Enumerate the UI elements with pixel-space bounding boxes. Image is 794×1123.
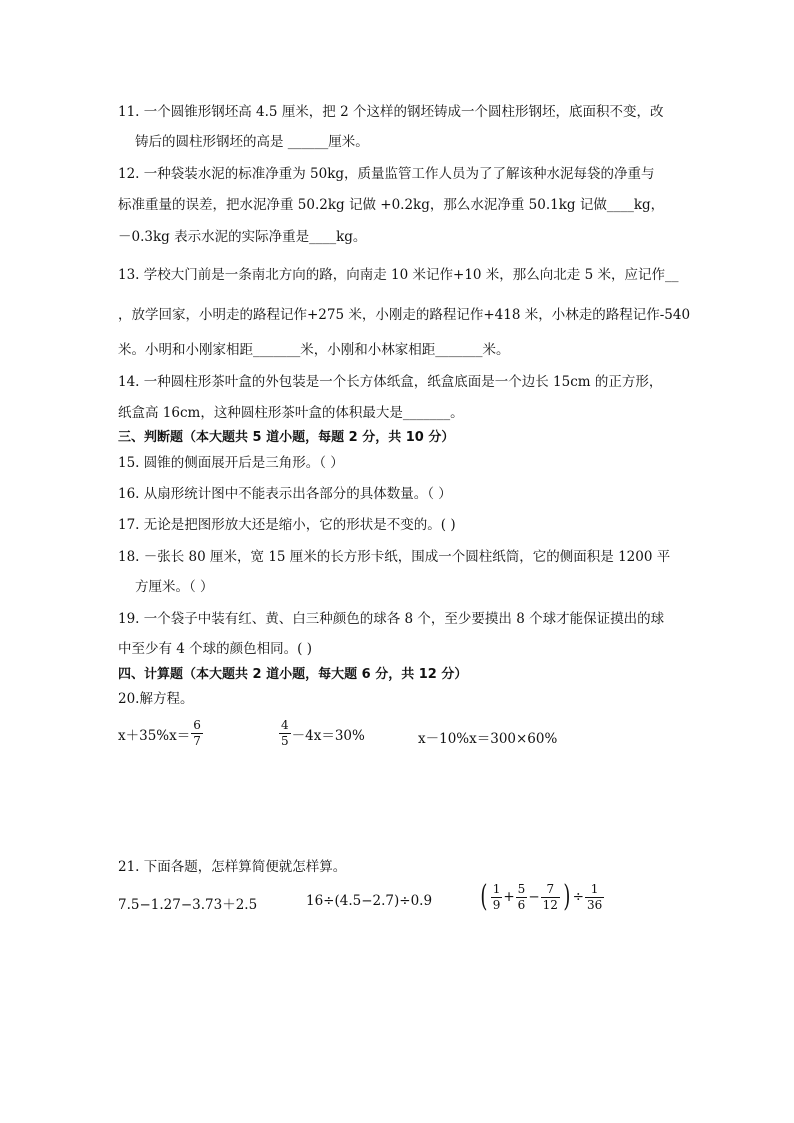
left-paren: ( [480,879,488,914]
q12-line1: 12. 一种袋装水泥的标准净重为 50kg，质量监管工作人员为了了解该种水泥每袋的净重与 [118,166,655,182]
q20-equation-3: x－10%x＝300×60% [418,731,558,747]
q18-line2: 方厘米。（ ） [135,579,214,595]
frac-7-12: $\frac{7}{12}$ [542,881,558,912]
q11-line2: 铸后的圆柱形钢坯的高是 ______厘米。 [135,134,369,150]
right-paren: ) [563,879,571,914]
q18-line1: 18. －张长 80 厘米，宽 15 厘米的长方形卡纸，围成一个圆柱纸筒，它的侧面积是 1200 平 [118,549,671,565]
q21-expression-3 [478,880,605,914]
q21-expression-2: 16÷(4.5−2.7)÷0.9 [306,893,433,909]
q17-text: 17. 无论是把图形放大还是缩小，它的形状是不变的。( ) [118,517,456,533]
q12-line3: －0.3kg 表示水泥的实际净重是____kg。 [118,229,367,245]
q16-text: 16. 从扇形统计图中不能表示出各部分的具体数量。（ ） [118,486,452,502]
eq2-right: －4x＝30% [291,727,365,744]
q13-line2: ，放学回家，小明走的路程记作+275 米，小刚走的路程记作+418 米，小林走的路程记作-540 [118,307,691,323]
q12-line2: 标准重量的误差，把水泥净重 50.2kg 记做 +0.2kg，那么水泥净重 50.1kg 记做____kg， [118,197,665,213]
q19-line1: 19. 一个袋子中装有红、黄、白三种颜色的球各 8 个，至少要摸出 8 个球才能保证摸出的球 [118,611,665,627]
frac-5-6: $\frac{5}{6}$ [517,881,526,912]
q11-line1: 11. 一个圆锥形钢坯高 4.5 厘米，把 2 个这样的钢坯铸成一个圆柱形钢坯，底面积不变，改 [118,104,664,120]
frac-1-36: $\frac{1}{36}$ [586,881,603,912]
plus-sign: + [503,889,515,905]
eq2-fraction: $\frac{4}{5}$ [281,718,289,748]
q15-text: 15. 圆锥的侧面展开后是三角形。（ ） [118,455,344,471]
q21-expression-1: 7.5−1.27−3.73＋2.5 [118,897,258,913]
q13-line3: 米。小明和小刚家相距_______米，小刚和小林家相距_______米。 [118,342,510,358]
frac-1-9: $\frac{1}{9}$ [492,881,501,912]
q14-line1: 14. 一种圆柱形茶叶盒的外包装是一个长方体纸盒，纸盒底面是一个边长 15cm 的正方形， [118,374,663,390]
section-4-heading: 四、计算题（本大题共 2 道小题，每大题 6 分，共 12 分） [118,667,468,682]
q20-title: 20.解方程。 [118,691,194,707]
eq1-fraction: $\frac{6}{7}$ [193,718,201,748]
q14-line2: 纸盒高 16cm，这种圆柱形茶叶盒的体积最大是_______。 [118,405,464,421]
divide-sign: ÷ [572,889,584,905]
q20-equation-2 [278,718,365,749]
q19-line2: 中至少有 4 个球的颜色相同。( ) [118,641,312,657]
eq1-left: x＋35%x＝ [118,727,191,744]
q13-line1: 13. 学校大门前是一条南北方向的路，向南走 10 米记作+10 米，那么向北走 5 米，应记作__ [118,267,679,283]
q20-equation-1 [118,718,204,749]
minus-sign: − [528,889,540,905]
q21-title: 21. 下面各题，怎样算简便就怎样算。 [118,859,347,875]
section-3-heading: 三、判断题（本大题共 5 道小题，每题 2 分，共 10 分） [118,430,455,445]
